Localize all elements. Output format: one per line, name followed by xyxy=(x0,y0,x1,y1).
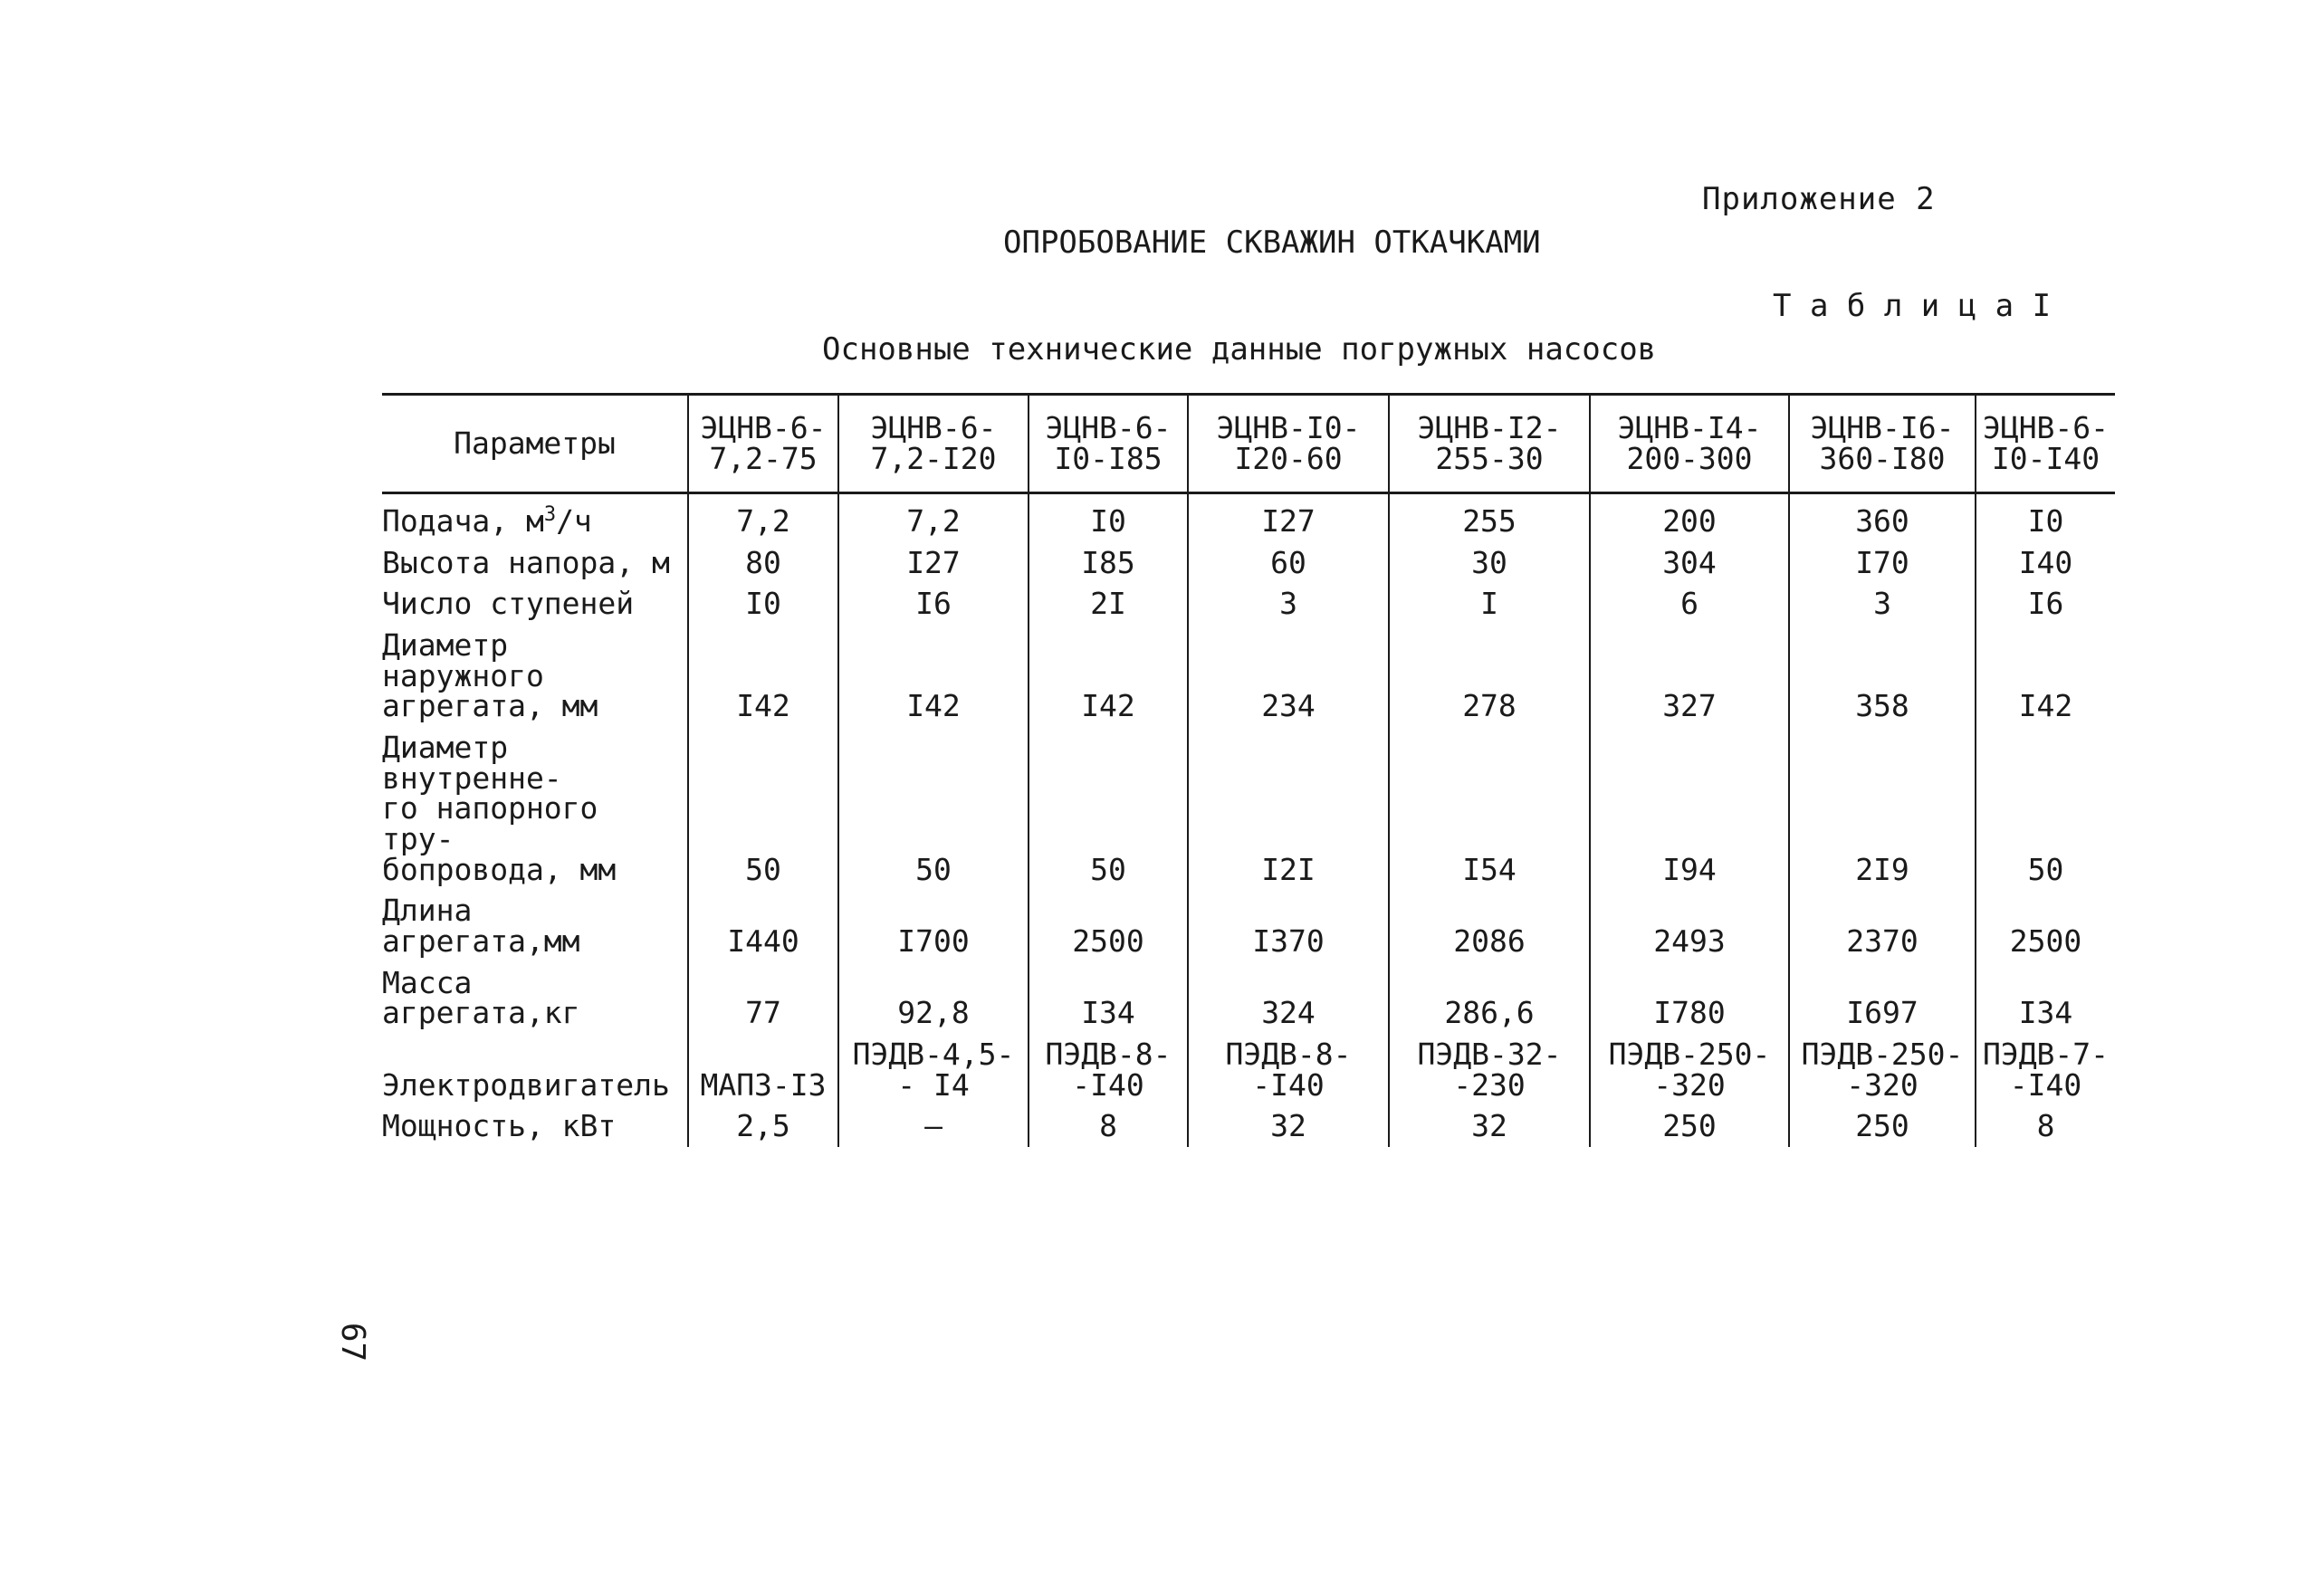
table-cell: 250 xyxy=(1789,1105,1976,1147)
table-cell: I440 xyxy=(688,890,838,961)
table-cell: I42 xyxy=(838,625,1029,727)
column-header-parameters: Параметры xyxy=(454,425,616,462)
param-label: Электродвигатель xyxy=(382,1066,670,1103)
table-cell: 2493 xyxy=(1590,890,1789,961)
table-cell: 3 xyxy=(1188,583,1389,625)
table-cell: I0 xyxy=(688,583,838,625)
table-cell: 50 xyxy=(688,727,838,890)
table-cell: 50 xyxy=(1976,727,2115,890)
table-cell: 77 xyxy=(688,962,838,1034)
table-number: Т а б л и ц а I xyxy=(1773,288,2052,324)
table-cell: 2086 xyxy=(1389,890,1590,961)
table-cell: 234 xyxy=(1188,625,1389,727)
table-cell: 360 xyxy=(1789,493,1976,542)
param-label: Масса агрегата,кг xyxy=(382,964,580,1031)
table-cell: I42 xyxy=(1029,625,1188,727)
table-cell: 7,2 xyxy=(838,493,1029,542)
table-cell: I40 xyxy=(1976,542,2115,584)
table-cell: 286,6 xyxy=(1389,962,1590,1034)
table-cell: 324 xyxy=(1188,962,1389,1034)
table-cell: I2I xyxy=(1188,727,1389,890)
table-cell: ПЭДВ-250- -320 xyxy=(1590,1034,1789,1105)
table-cell: I34 xyxy=(1029,962,1188,1034)
table-cell: 278 xyxy=(1389,625,1590,727)
table-cell: 2500 xyxy=(1029,890,1188,961)
table-cell: 50 xyxy=(1029,727,1188,890)
param-label-unit: /ч xyxy=(556,503,592,539)
column-header-pump: ЭЦНВ-6- I0-I40 xyxy=(1976,395,2115,493)
table-row-inner-diameter xyxy=(382,727,2115,890)
table-cell: I700 xyxy=(838,890,1029,961)
table-cell: I0 xyxy=(1976,493,2115,542)
table-cell: I42 xyxy=(688,625,838,727)
table-header-row xyxy=(382,395,2115,493)
appendix-label: Приложение 2 xyxy=(1702,181,1936,217)
table-cell: 8 xyxy=(1029,1105,1188,1147)
table-cell: 2I xyxy=(1029,583,1188,625)
table-cell: I85 xyxy=(1029,542,1188,584)
table-cell: 7,2 xyxy=(688,493,838,542)
table-cell: 80 xyxy=(688,542,838,584)
table-cell: I0 xyxy=(1029,493,1188,542)
document-title: ОПРОБОВАНИЕ СКВАЖИН ОТКАЧКАМИ xyxy=(1003,225,1541,261)
table-cell: 358 xyxy=(1789,625,1976,727)
table-cell: 304 xyxy=(1590,542,1789,584)
table-cell: I34 xyxy=(1976,962,2115,1034)
table-cell: I xyxy=(1389,583,1590,625)
param-label: Мощность, кВт xyxy=(382,1108,617,1144)
table-cell: 8 xyxy=(1976,1105,2115,1147)
table-cell: I6 xyxy=(838,583,1029,625)
table-caption: Основные технические данные погружных насосов xyxy=(822,331,1657,368)
table-cell: 6 xyxy=(1590,583,1789,625)
param-label: Число ступеней xyxy=(382,586,635,622)
column-header-pump: ЭЦНВ-I2- 255-30 xyxy=(1389,395,1590,493)
table-cell: 32 xyxy=(1188,1105,1389,1147)
page-number: 67 xyxy=(334,1322,372,1362)
param-label: Длина агрегата,мм xyxy=(382,893,580,959)
table-cell: 2I9 xyxy=(1789,727,1976,890)
table-cell: 60 xyxy=(1188,542,1389,584)
table-cell: МАПЗ-I3 xyxy=(688,1034,838,1105)
table-cell: 2500 xyxy=(1976,890,2115,961)
table-cell: I697 xyxy=(1789,962,1976,1034)
table-cell: 255 xyxy=(1389,493,1590,542)
table-cell: 50 xyxy=(838,727,1029,890)
column-header-pump: ЭЦНВ-I0- I20-60 xyxy=(1188,395,1389,493)
table-cell: ПЭДВ-4,5- - I4 xyxy=(838,1034,1029,1105)
table-row-length xyxy=(382,890,2115,961)
table-cell: 2370 xyxy=(1789,890,1976,961)
table-cell: – xyxy=(838,1105,1029,1147)
table-cell: 2,5 xyxy=(688,1105,838,1147)
table-cell: 327 xyxy=(1590,625,1789,727)
param-label xyxy=(382,493,688,542)
table-cell: I370 xyxy=(1188,890,1389,961)
table-row-flow xyxy=(382,493,2115,542)
param-label: Диаметр наружного агрегата, мм xyxy=(382,626,598,724)
table-cell: ПЭДВ-8- -I40 xyxy=(1188,1034,1389,1105)
table-row-stages xyxy=(382,583,2115,625)
table-cell: I6 xyxy=(1976,583,2115,625)
table-cell: 32 xyxy=(1389,1105,1590,1147)
table-row-outer-diameter xyxy=(382,625,2115,727)
table-cell: I780 xyxy=(1590,962,1789,1034)
table-cell: ПЭДВ-32- -230 xyxy=(1389,1034,1590,1105)
table-row-motor xyxy=(382,1034,2115,1105)
param-label-text: Подача, м xyxy=(382,503,544,539)
param-label-sup: 3 xyxy=(543,503,557,526)
pump-specs-table xyxy=(382,393,2115,1147)
param-label: Высота напора, м xyxy=(382,544,670,580)
table-cell: I27 xyxy=(838,542,1029,584)
table-row-mass xyxy=(382,962,2115,1034)
column-header-pump: ЭЦНВ-I4- 200-300 xyxy=(1590,395,1789,493)
table-row-power xyxy=(382,1105,2115,1147)
table-cell: I94 xyxy=(1590,727,1789,890)
table-cell: I42 xyxy=(1976,625,2115,727)
table-cell: I54 xyxy=(1389,727,1590,890)
table-cell: I27 xyxy=(1188,493,1389,542)
table-cell: 250 xyxy=(1590,1105,1789,1147)
table-cell: I70 xyxy=(1789,542,1976,584)
table-cell: 30 xyxy=(1389,542,1590,584)
table-cell: ПЭДВ-250- -320 xyxy=(1789,1034,1976,1105)
column-header-pump: ЭЦНВ-6- 7,2-I20 xyxy=(838,395,1029,493)
column-header-pump: ЭЦНВ-6- 7,2-75 xyxy=(688,395,838,493)
column-header-pump: ЭЦНВ-I6- 360-I80 xyxy=(1789,395,1976,493)
table-cell: ПЭДВ-8- -I40 xyxy=(1029,1034,1188,1105)
table-cell: 200 xyxy=(1590,493,1789,542)
table-cell: ПЭДВ-7- -I40 xyxy=(1976,1034,2115,1105)
column-header-pump: ЭЦНВ-6- I0-I85 xyxy=(1029,395,1188,493)
param-label: Диаметр внутренне- го напорного тру- бопровода, мм xyxy=(382,729,617,887)
table-row-head xyxy=(382,542,2115,584)
table-cell: 92,8 xyxy=(838,962,1029,1034)
table-cell: 3 xyxy=(1789,583,1976,625)
